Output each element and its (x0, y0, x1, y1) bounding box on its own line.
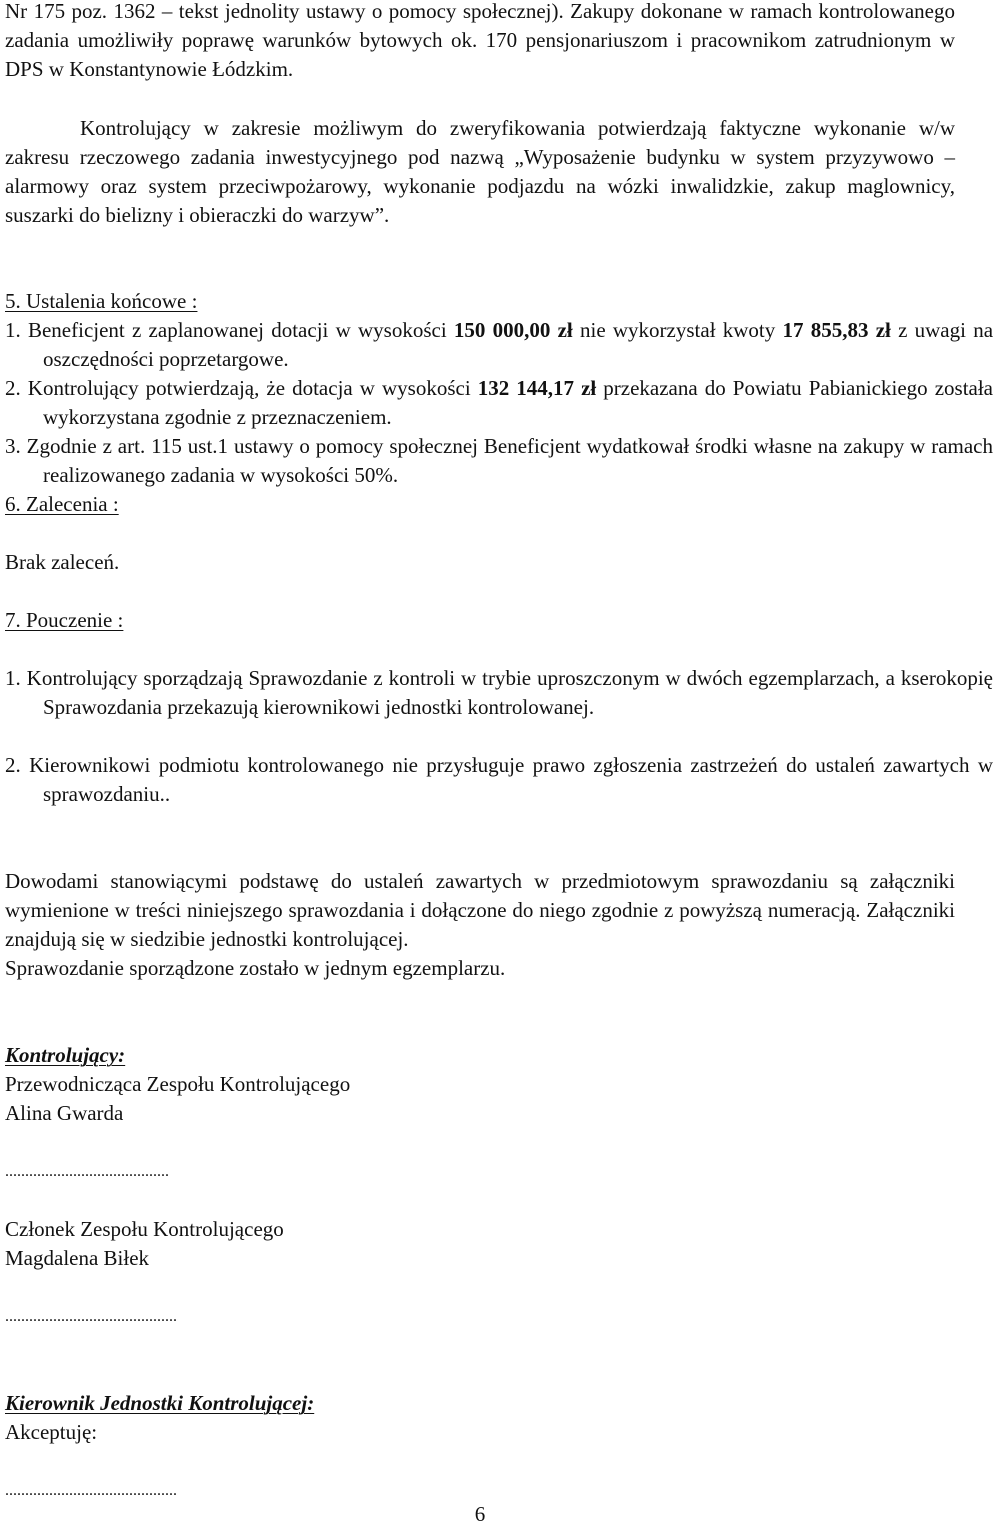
head-of-unit-label: Kierownik Jednostki Kontrolującej: (5, 1391, 315, 1415)
chair-title: Przewodnicząca Zespołu Kontrolującego (5, 1072, 351, 1096)
planned-grant-amount: 150 000,00 zł (453, 318, 573, 342)
member-name: Magdalena Biłek (5, 1246, 150, 1270)
used-grant-amount: 132 144,17 zł (477, 376, 597, 400)
signature-line-2: ........................................... (5, 1308, 177, 1325)
signature-line-3: ........................................... (5, 1482, 177, 1499)
section-5-item-3: 3. Zgodnie z art. 115 ust.1 ustawy o pomocy społecznej Beneficjent wydatkował środki własne na zakupy w ramach realizowanego zadania w wysokości 50%. (5, 434, 993, 487)
signature-line-1: ......................................... (5, 1163, 169, 1180)
intro-paragraph-1: Nr 175 poz. 1362 – tekst jednolity ustawy o pomocy społecznej). Zakupy dokonane w ramach kontrolowanego zadania umożliwiły poprawę warunków bytowych ok. 170 pensjonariuszom i pracownikom zatrudnionym w DPS w Konstantynowie Łódzkim. (5, 0, 955, 81)
section-7-item-2: 2. Kierownikowi podmiotu kontrolowanego nie przysługuje prawo zgłoszenia zastrzeżeń do ustaleń zawartych w sprawozdaniu.. (5, 753, 993, 806)
section-6-heading: 6. Zalecenia : (5, 492, 119, 516)
section-5-item-1: 1. Beneficjent z zaplanowanej dotacji w wysokości 150 000,00 zł nie wykorzystał kwoty 17 855,83 zł z uwagi na oszczędności poprzetargowe. (5, 318, 993, 371)
member-title: Członek Zespołu Kontrolującego (5, 1217, 284, 1241)
unused-amount: 17 855,83 zł (782, 318, 891, 342)
no-recommendations-text: Brak zaleceń. (5, 550, 120, 574)
section-5-heading: 5. Ustalenia końcowe : (5, 289, 198, 313)
section-5-item-2: 2. Kontrolujący potwierdzają, że dotacja w wysokości 132 144,17 zł przekazana do Powiatu Pabianickiego została wykorzystana zgodnie z przeznaczeniem. (5, 376, 993, 429)
section-7-item-1: 1. Kontrolujący sporządzają Sprawozdanie z kontroli w trybie uproszczonym w dwóch egzemplarzach, a kserokopię Sprawozdania przekazują kierownikowi jednostki kontrolowanej. (5, 666, 993, 719)
chair-name: Alina Gwarda (5, 1101, 124, 1125)
page-number: 6 (474, 1502, 486, 1526)
closing-paragraph-2: Sprawozdanie sporządzone zostało w jednym egzemplarzu. (5, 956, 506, 980)
closing-paragraph-1: Dowodami stanowiącymi podstawę do ustaleń zawartych w przedmiotowym sprawozdaniu są załączniki wymienione w treści niniejszego sprawozdania i dołączone do niego zgodnie z powyższą numeracją. Załączniki znajdują się w siedzibie jednostki kontrolującej. (5, 869, 955, 951)
section-7-heading: 7. Pouczenie : (5, 608, 124, 632)
acceptance-label: Akceptuję: (5, 1420, 98, 1444)
inspectors-label: Kontrolujący: (5, 1043, 126, 1067)
intro-paragraph-2: Kontrolujący w zakresie możliwym do zweryfikowania potwierdzają faktyczne wykonanie w/w zakresu rzeczowego zadania inwestycyjnego pod nazwą „Wyposażenie budynku w system przyzywowo – alarmowy oraz system przeciwpożarowy, wykonanie podjazdu na wózki inwalidzkie, zakup maglownicy, suszarki do bielizny i obieraczki do warzyw”. (5, 116, 955, 227)
